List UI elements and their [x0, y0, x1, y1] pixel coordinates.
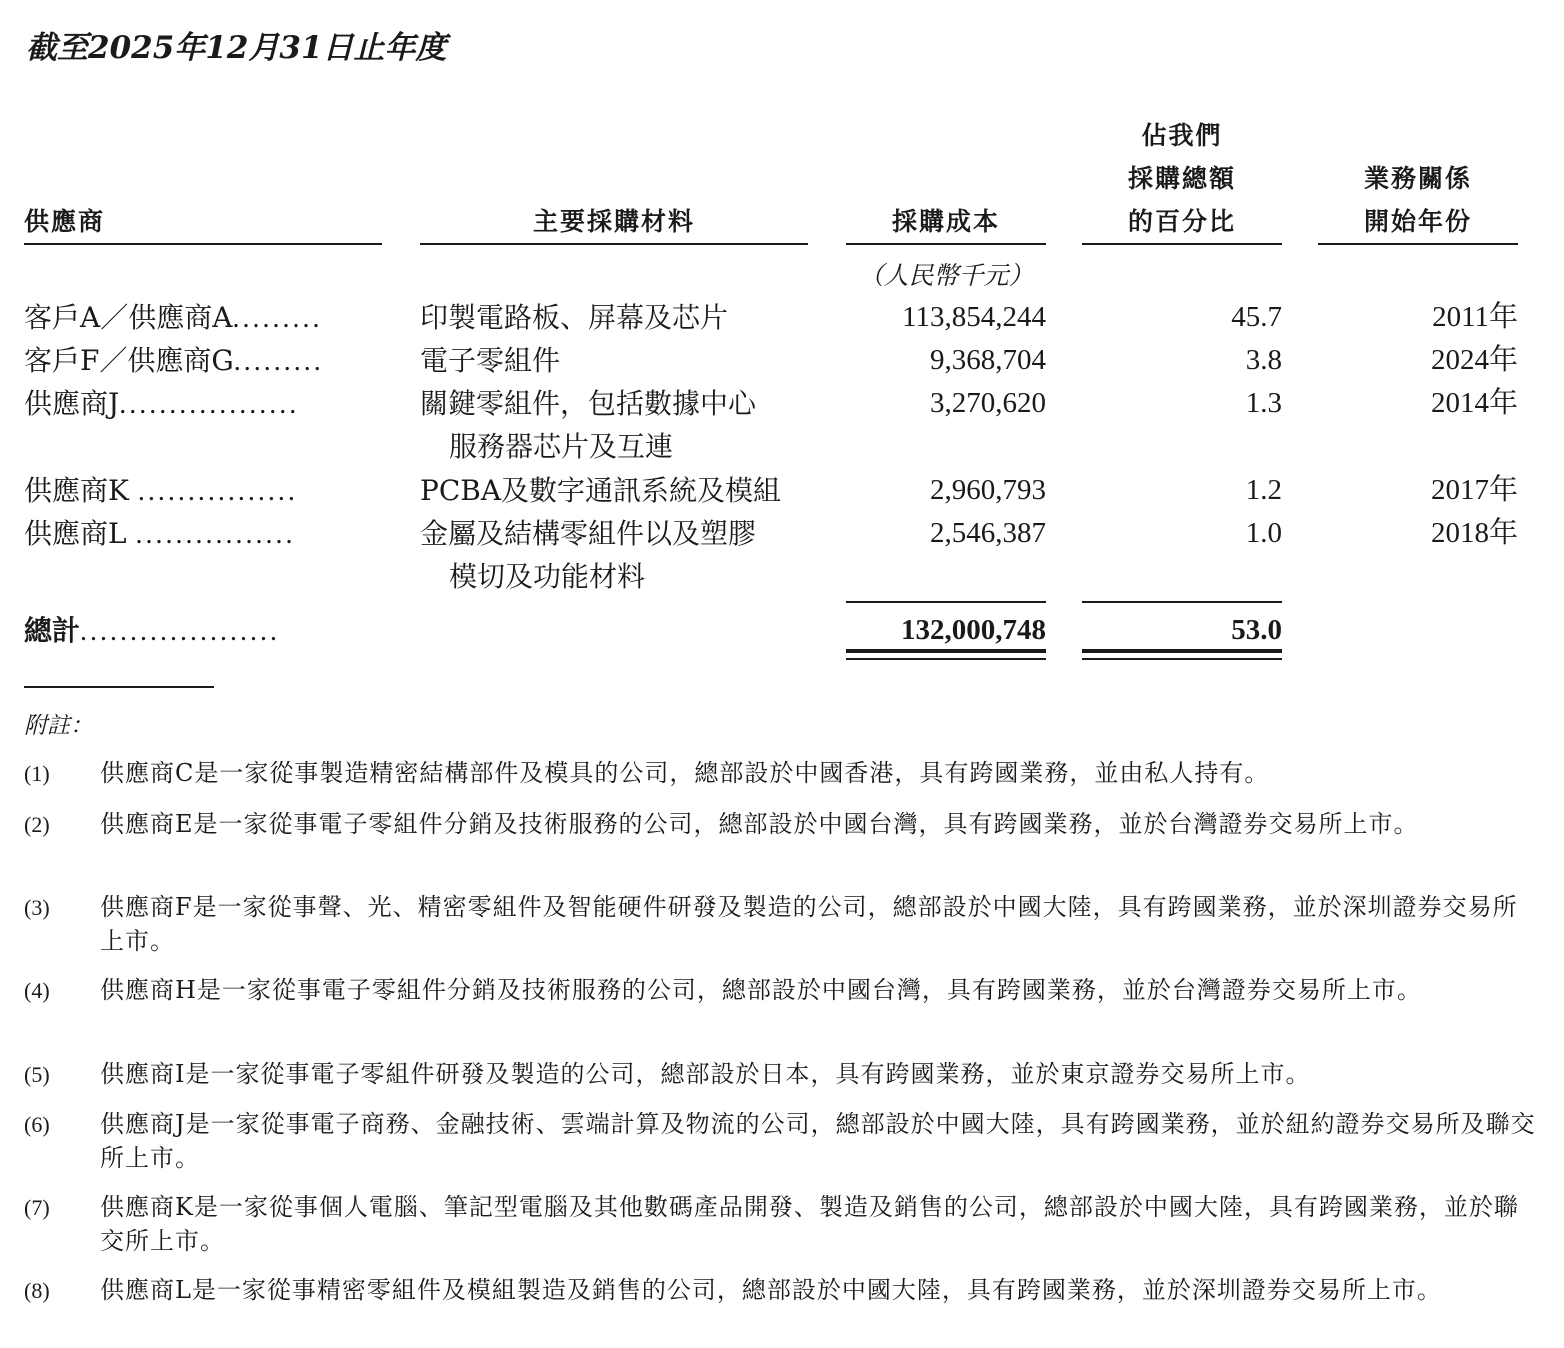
footnote-separator	[24, 686, 214, 688]
note-number: (7)	[24, 1195, 50, 1220]
total-top-rule-cost	[846, 601, 1046, 603]
header-cost: 採購成本	[891, 207, 1000, 236]
header-percent-line-2: 採購總額	[1127, 164, 1236, 193]
table-row-percent: 1.0	[1245, 517, 1282, 549]
total-double-rule-cost-2	[846, 658, 1046, 660]
header-percent-line-1: 佔我們	[1141, 121, 1223, 150]
note-number: (1)	[24, 761, 50, 786]
table-row-supplier: 客戶A／供應商A.........	[24, 301, 323, 334]
note-text: 供應商H是一家從事電子零組件分銷及技術服務的公司，總部設於中國台灣，具有跨國業務，並於台灣證券交易所上市。	[100, 976, 1422, 1004]
total-percent: 53.0	[1231, 614, 1282, 646]
table-row-since: 2017年	[1430, 474, 1518, 506]
total-double-rule-cost-1	[846, 649, 1046, 653]
notes-title: 附註：	[24, 713, 93, 739]
table-row-supplier: 供應商J..................	[24, 387, 300, 420]
note-text: 供應商C是一家從事製造精密結構部件及模具的公司，總部設於中國香港，具有跨國業務，並由私人持有。	[100, 759, 1270, 787]
note-number: (3)	[24, 895, 50, 920]
table-row-material: PCBA及數字通訊系統及模組	[420, 474, 782, 507]
header-rule-cost	[846, 243, 1046, 245]
note-text: 供應商E是一家從事電子零組件分銷及技術服務的公司，總部設於中國台灣，具有跨國業務，並於台灣證券交易所上市。	[100, 810, 1419, 838]
table-row-since: 2011年	[1432, 301, 1518, 333]
table-row-material: 關鍵零組件，包括數據中心	[420, 387, 757, 420]
table-row-cost: 9,368,704	[930, 344, 1046, 376]
table-row-cost: 2,960,793	[930, 474, 1046, 506]
header-material: 主要採購材料	[532, 207, 695, 236]
table-row-material: 印製電路板、屏幕及芯片	[420, 301, 729, 334]
header-since-line-1: 業務關係	[1363, 164, 1472, 193]
table-row-cost: 113,854,244	[902, 301, 1046, 333]
table-row-material-continued: 模切及功能材料	[449, 560, 646, 593]
table-row-since: 2024年	[1430, 344, 1518, 376]
page-title: 截至2025年12月31日止年度	[26, 30, 447, 66]
table-row-since: 2018年	[1430, 517, 1518, 549]
table-row-material: 電子零組件	[420, 344, 561, 377]
total-cost: 132,000,748	[901, 614, 1046, 646]
note-text: 供應商J是一家從事電子商務、金融技術、雲端計算及物流的公司，總部設於中國大陸，具有跨國業務，並於紐約證券交易所及聯交所上市。	[100, 1110, 1536, 1172]
unit-label: （人民幣千元）	[858, 261, 1034, 290]
table-row-percent: 45.7	[1231, 301, 1282, 333]
header-since-line-2: 開始年份	[1363, 207, 1472, 236]
note-number: (6)	[24, 1112, 50, 1137]
table-row-cost: 2,546,387	[930, 517, 1046, 549]
table-row-supplier: 供應商L ................	[24, 517, 296, 550]
header-rule-since	[1318, 243, 1518, 245]
note-text: 供應商L是一家從事精密零組件及模組製造及銷售的公司，總部設於中國大陸，具有跨國業務，並於深圳證券交易所上市。	[100, 1276, 1442, 1304]
total-double-rule-percent-2	[1082, 658, 1282, 660]
total-top-rule-percent	[1082, 601, 1282, 603]
table-row-material-continued: 服務器芯片及互連	[449, 430, 674, 463]
table-row-supplier: 客戶F／供應商G.........	[24, 344, 324, 377]
total-label: 總計....................	[24, 614, 281, 647]
header-rule-material	[420, 243, 808, 245]
table-row-since: 2014年	[1430, 387, 1518, 419]
note-number: (8)	[24, 1278, 50, 1303]
table-row-material: 金屬及結構零組件以及塑膠	[420, 517, 757, 550]
note-text: 供應商K是一家從事個人電腦、筆記型電腦及其他數碼產品開發、製造及銷售的公司，總部設於中國大陸，具有跨國業務，並於聯交所上市。	[100, 1193, 1519, 1255]
header-supplier: 供應商	[24, 207, 106, 236]
header-rule-percent	[1082, 243, 1282, 245]
note-number: (2)	[24, 812, 50, 837]
note-text: 供應商F是一家從事聲、光、精密零組件及智能硬件研發及製造的公司，總部設於中國大陸，具有跨國業務，並於深圳證券交易所上市。	[100, 893, 1518, 955]
table-row-percent: 1.2	[1245, 474, 1282, 506]
header-percent-line-3: 的百分比	[1127, 207, 1236, 236]
note-text: 供應商I是一家從事電子零組件研發及製造的公司，總部設於日本，具有跨國業務，並於東京證券交易所上市。	[100, 1060, 1311, 1088]
note-number: (4)	[24, 978, 50, 1003]
header-rule-supplier	[24, 243, 382, 245]
total-double-rule-percent-1	[1082, 649, 1282, 653]
table-row-percent: 1.3	[1245, 387, 1282, 419]
table-row-percent: 3.8	[1245, 344, 1282, 376]
table-row-cost: 3,270,620	[930, 387, 1046, 419]
table-row-supplier: 供應商K ................	[24, 474, 298, 507]
note-number: (5)	[24, 1062, 50, 1087]
